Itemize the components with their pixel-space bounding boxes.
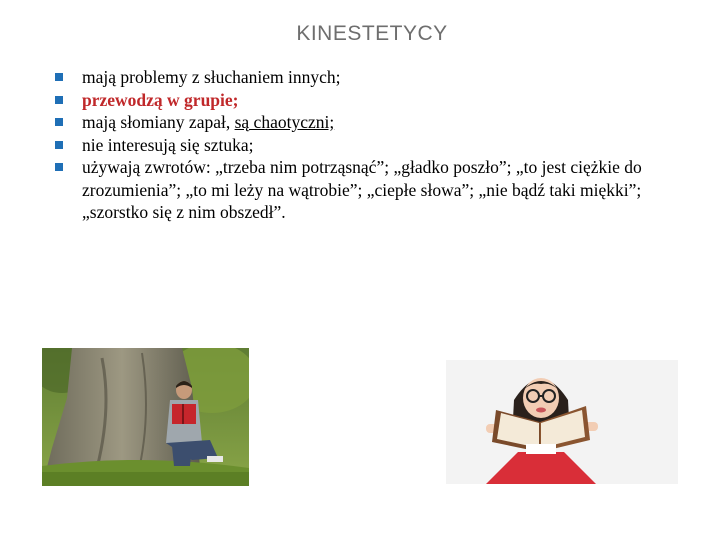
- bullet-text-underlined: są chaotyczni;: [234, 112, 335, 132]
- bullet-item: [55, 89, 675, 112]
- boy-reading-under-tree-photo: [42, 348, 249, 486]
- bullet-item: [55, 134, 675, 157]
- bullet-list: [55, 66, 675, 224]
- bullet-square-icon: [55, 141, 63, 149]
- bullet-text-part: mają słomiany zapał,: [82, 112, 235, 132]
- bullet-text-highlighted: przewodzą w grupie;: [82, 89, 239, 110]
- bullet-square-icon: [55, 118, 63, 126]
- bullet-text: [82, 112, 334, 132]
- bullet-item: [55, 66, 675, 89]
- bullet-square-icon: [55, 96, 63, 104]
- bullet-item: [55, 111, 675, 134]
- bullet-square-icon: [55, 163, 63, 171]
- bullet-item: [55, 156, 675, 224]
- bullet-text: mają problemy z słuchaniem innych;: [82, 67, 341, 87]
- bullet-square-icon: [55, 73, 63, 81]
- slide-title: KINESTETYCY: [296, 22, 448, 45]
- girl-with-glasses-reading-book-photo: [446, 360, 678, 484]
- bullet-text: używają zwrotów: „trzeba nim potrząsnąć”; „gładko poszło”; „to jest ciężkie do zrozumienia”; „to mi leży na wątrobie”; „ciepłe słowa”; „nie bądź taki miękki”; „szorstko się z nim obszedł”.: [82, 157, 642, 222]
- bullet-text: nie interesują się sztuka;: [82, 134, 254, 155]
